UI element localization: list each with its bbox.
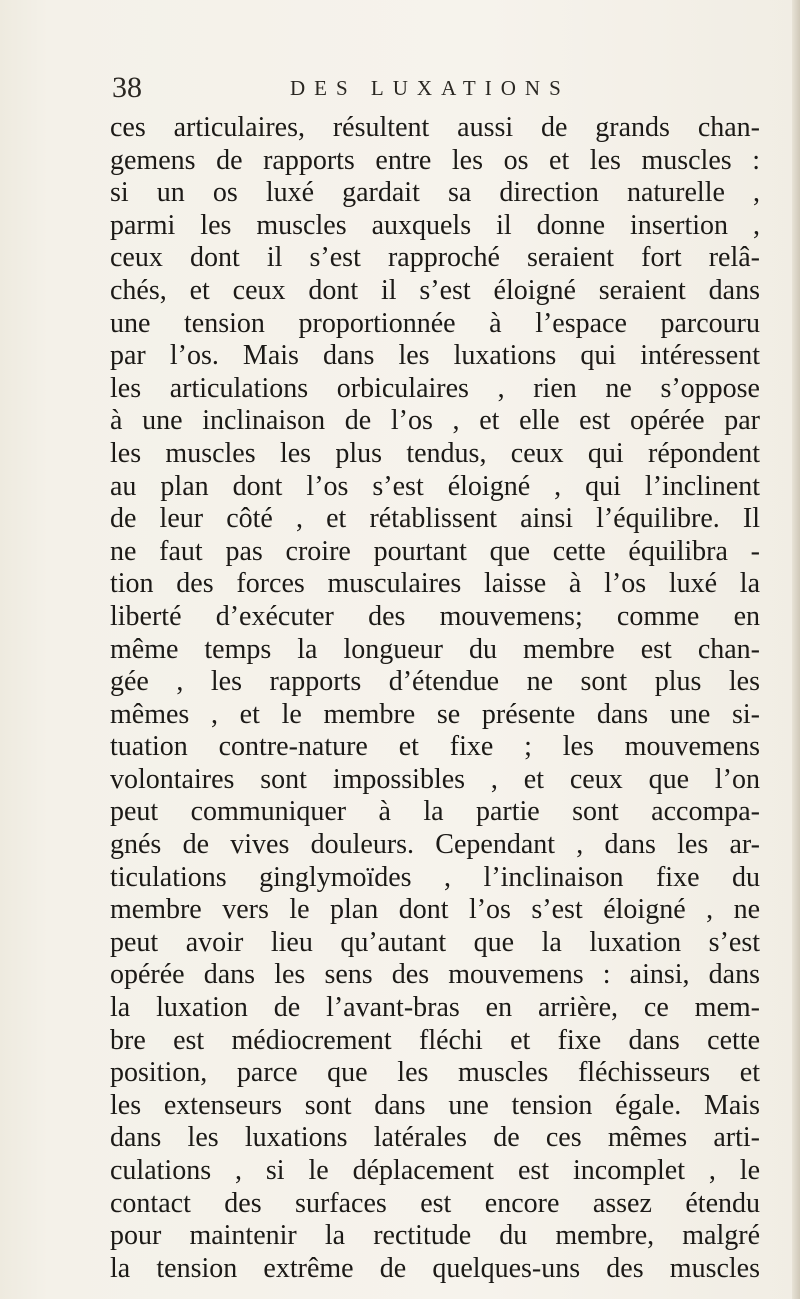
text-line: même temps la longueur du membre est chan- bbox=[110, 633, 760, 665]
text-line: ne faut pas croire pourtant que cette équilibra - bbox=[110, 535, 760, 567]
text-line: liberté d’exécuter des mouvemens; comme en bbox=[110, 600, 760, 632]
text-line: membre vers le plan dont l’os s’est éloigné , ne bbox=[110, 894, 760, 926]
text-line: à une inclinaison de l’os , et elle est opérée par bbox=[110, 405, 760, 437]
text-line: gée , les rapports d’étendue ne sont plus les bbox=[110, 666, 760, 698]
text-line: ces articulaires, résultent aussi de grands chan- bbox=[110, 112, 760, 143]
text-line: position, parce que les muscles fléchisseurs et bbox=[110, 1057, 760, 1089]
text-line: pour maintenir la rectitude du membre, malgré bbox=[110, 1220, 760, 1252]
text-line: tuation contre-nature et fixe ; les mouvemens bbox=[110, 731, 760, 763]
text-line: dans les luxations latérales de ces mêmes arti- bbox=[110, 1122, 760, 1154]
page-header bbox=[112, 68, 752, 108]
text-line: de leur côté , et rétablissent ainsi l’équilibre. Il bbox=[110, 503, 760, 535]
text-line: au plan dont l’os s’est éloigné , qui l’inclinent bbox=[110, 470, 760, 502]
text-line: volontaires sont impossibles , et ceux que l’on bbox=[110, 763, 760, 795]
text-line: chés, et ceux dont il s’est éloigné seraient dans bbox=[110, 274, 760, 306]
text-line: les extenseurs sont dans une tension égale. Mais bbox=[110, 1089, 760, 1121]
text-line: les articulations orbiculaires , rien ne s’oppose bbox=[110, 372, 760, 404]
text-line: gemens de rapports entre les os et les muscles : bbox=[110, 144, 760, 176]
text-line: ticulations ginglymoïdes , l’inclinaison fixe du bbox=[110, 861, 760, 893]
text-line: contact des surfaces est encore assez étendu bbox=[110, 1187, 760, 1219]
text-line: culations , si le déplacement est incomplet , le bbox=[110, 1155, 760, 1186]
text-line: par l’os. Mais dans les luxations qui intéressent bbox=[110, 340, 760, 372]
page-edge bbox=[792, 0, 800, 1299]
text-line: mêmes , et le membre se présente dans une si- bbox=[110, 698, 760, 730]
text-line: tion des forces musculaires laisse à l’os luxé la bbox=[110, 568, 760, 600]
text-line: la tension extrême de quelques-uns des muscles bbox=[110, 1252, 760, 1284]
text-line: parmi les muscles auxquels il donne insertion , bbox=[110, 209, 760, 241]
text-line: si un os luxé gardait sa direction naturelle , bbox=[110, 177, 760, 209]
text-line: peut communiquer à la partie sont accompa- bbox=[110, 796, 760, 828]
text-line: bre est médiocrement fléchi et fixe dans cette bbox=[110, 1024, 760, 1056]
text-line: ceux dont il s’est rapproché seraient fort relâ- bbox=[110, 242, 760, 274]
page-number: 38 bbox=[112, 71, 142, 104]
text-line: peut avoir lieu qu’autant que la luxation s’est bbox=[110, 926, 760, 958]
body-text bbox=[110, 112, 760, 1285]
text-line: opérée dans les sens des mouvemens : ainsi, dans bbox=[110, 959, 760, 991]
text-line: gnés de vives douleurs. Cependant , dans les ar- bbox=[110, 829, 760, 861]
running-head: DES LUXATIONS bbox=[290, 76, 570, 100]
text-line: une tension proportionnée à l’espace parcouru bbox=[110, 307, 760, 339]
text-line: les muscles les plus tendus, ceux qui répondent bbox=[110, 437, 760, 469]
text-line: la luxation de l’avant-bras en arrière, ce mem- bbox=[110, 992, 760, 1024]
